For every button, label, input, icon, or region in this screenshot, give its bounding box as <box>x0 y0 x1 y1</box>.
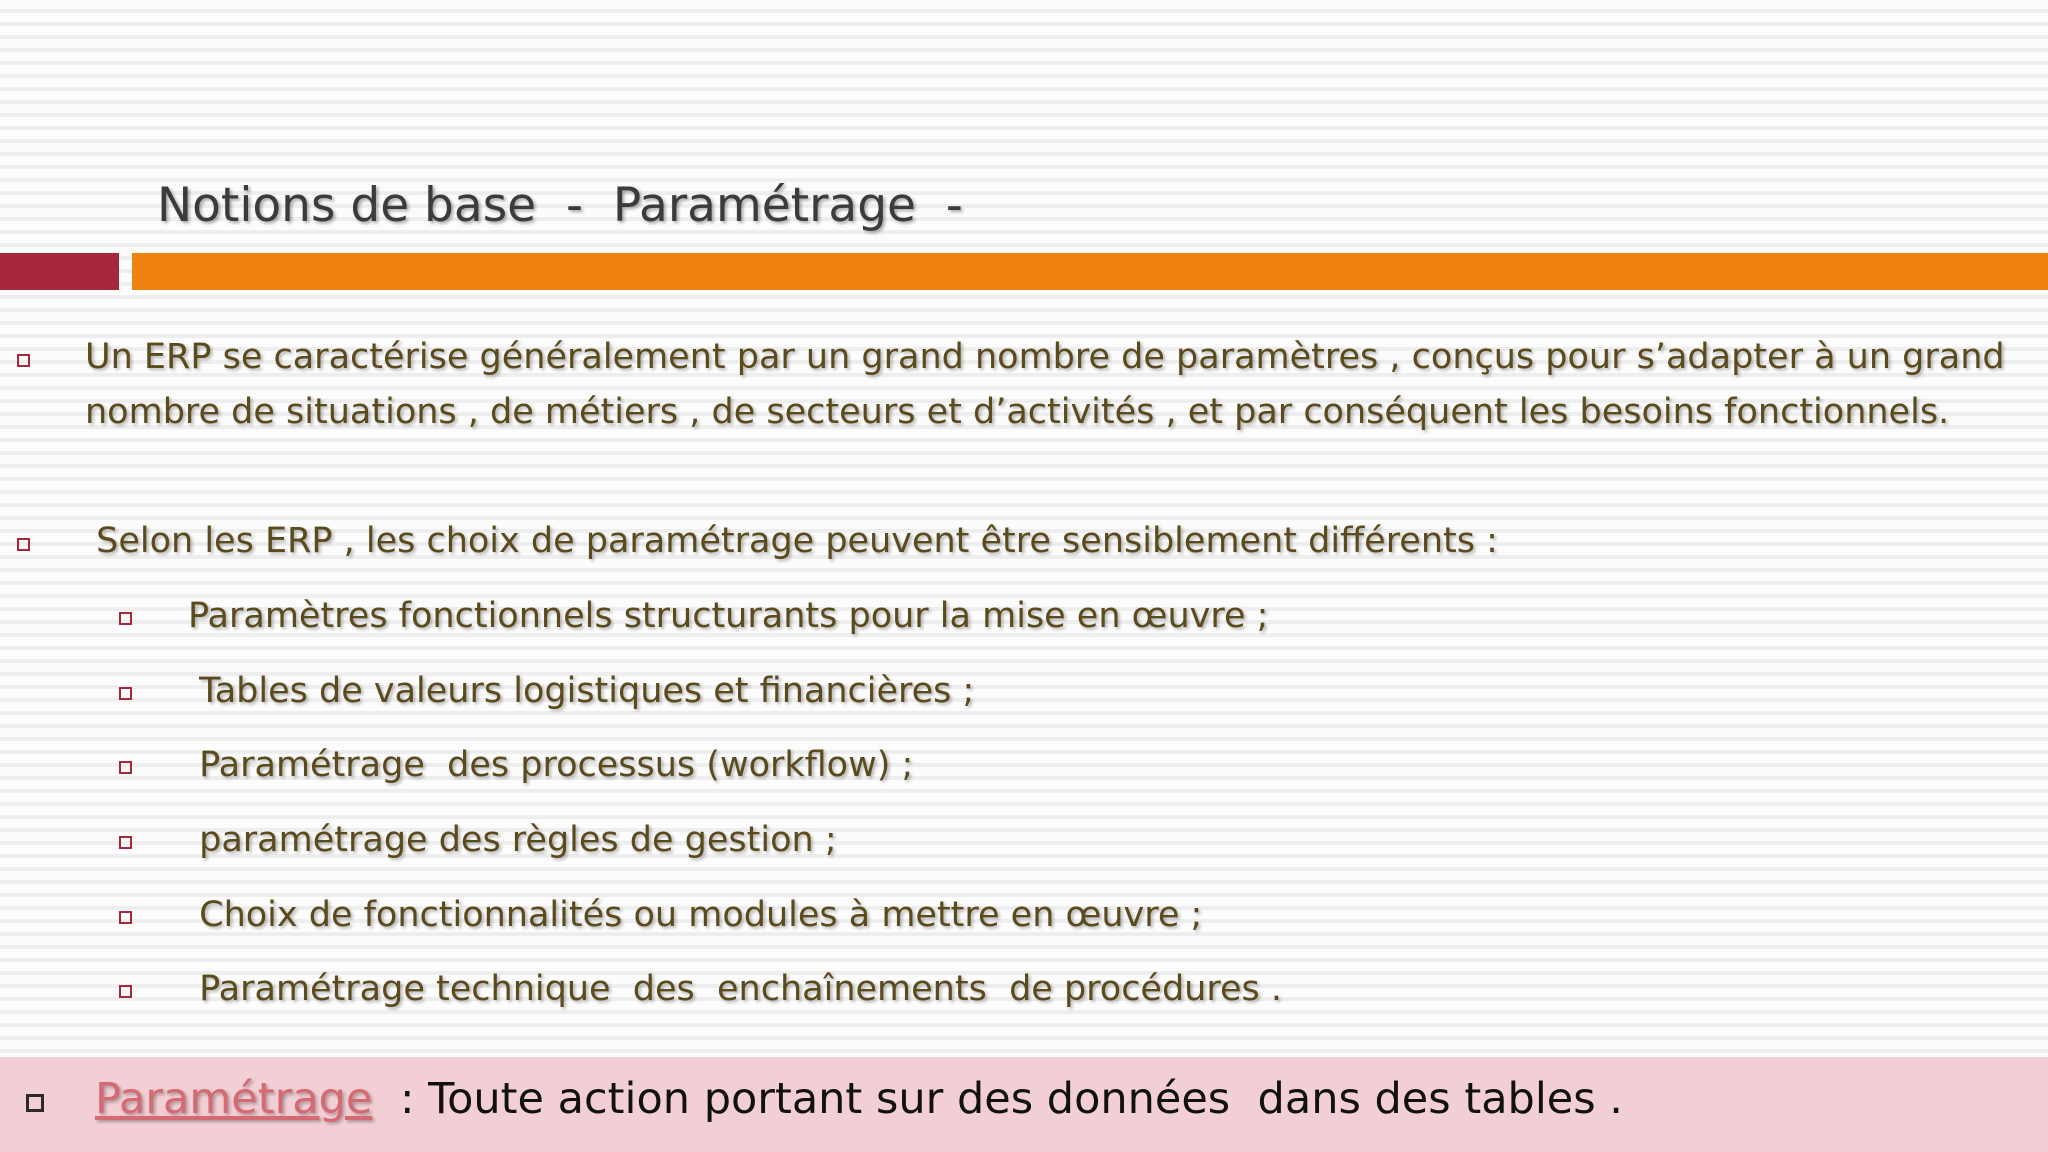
sub-bullet-text: Paramétrage technique des enchaînements de procédures . <box>188 969 1283 1009</box>
sub-bullet-text: paramétrage des règles de gestion ; <box>188 820 837 860</box>
bullet-square-icon <box>17 354 30 367</box>
sub-bullet-square-icon <box>119 985 132 998</box>
footer-bullet-square-icon <box>26 1094 44 1112</box>
slide-title: Notions de base - Paramétrage - <box>157 178 963 233</box>
title-accent-bar-red <box>0 253 119 290</box>
definition-term-link[interactable]: Paramétrage <box>95 1074 373 1124</box>
sub-bullet-text: Choix de fonctionnalités ou modules à mettre en œuvre ; <box>188 895 1203 935</box>
sub-bullet-square-icon <box>119 687 132 700</box>
sub-bullet-square-icon <box>119 761 132 774</box>
bullet-square-icon <box>17 538 30 551</box>
sub-bullet-text: Tables de valeurs logistiques et financières ; <box>188 671 975 711</box>
bullet-text-erp-choices: Selon les ERP , les choix de paramétrage peuvent être sensiblement différents : <box>85 521 1498 561</box>
title-accent-bar-orange <box>132 253 2048 290</box>
sub-bullet-square-icon <box>119 836 132 849</box>
sub-bullet-text: Paramétrage des processus (workflow) ; <box>188 745 914 785</box>
definition-text: : Toute action portant sur des données dans des tables . <box>400 1074 1623 1124</box>
sub-bullet-square-icon <box>119 911 132 924</box>
bullet-text-erp-parameters: Un ERP se caractérise généralement par un grand nombre de paramètres , conçus pour s’adapter à un grand nombre de situations , de métiers , de secteurs et d’activités , et par conséquent les besoins fonctionnels. <box>85 337 2005 432</box>
sub-bullet-square-icon <box>119 612 132 625</box>
sub-bullet-text: Paramètres fonctionnels structurants pour la mise en œuvre ; <box>188 596 1269 636</box>
